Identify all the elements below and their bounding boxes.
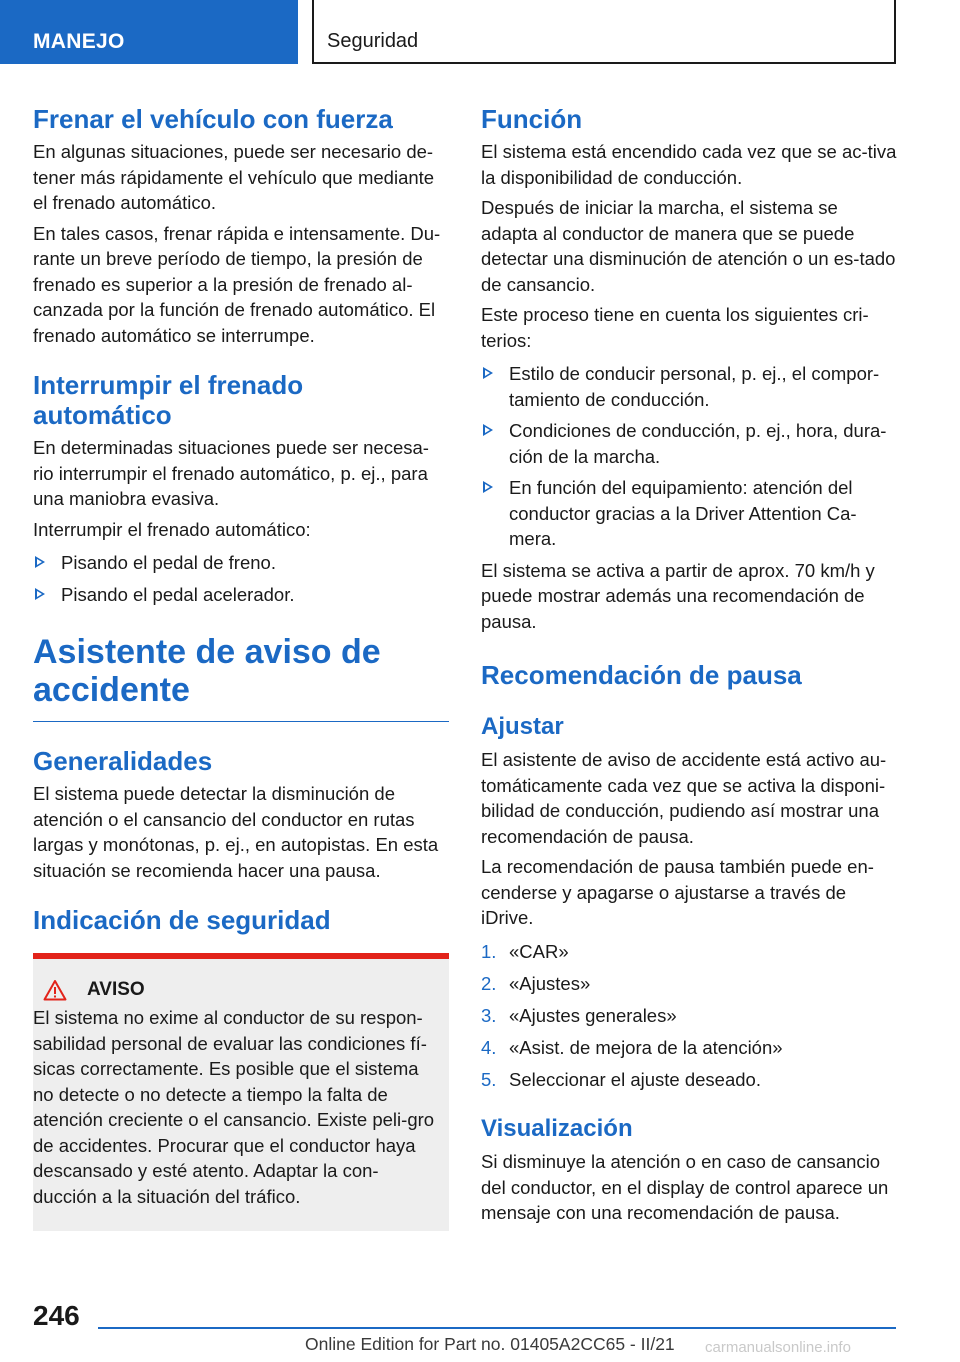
watermark: carmanualsonline.info [705,1339,851,1356]
bullet-list [33,550,449,607]
paragraph: Si disminuye la atención o en caso de cansancio del conductor, en el display de control aparece un mensaje con una recomendación de pausa. [481,1151,889,1223]
heading-indicacion: Indicación de seguridad [33,905,331,935]
page-number: 246 [33,1300,80,1331]
section-title: MANEJO [33,30,125,53]
list-item: 3. «Ajustes generales» [481,1004,677,1026]
heading-asistente: Asistente de aviso de accidente [33,633,381,709]
left-column [33,104,449,1231]
paragraph: El sistema se activa a partir de aprox. 70 km/h y puede mostrar además una recomendación de pausa. [481,559,875,632]
paragraph: Interrumpir el frenado automático: [33,518,311,540]
paragraph: La recomendación de pausa también puede en-cenderse y apagarse o ajustarse a través de iDrive. [481,856,874,928]
list-item: Pisando el pedal de freno. [33,550,449,576]
warning-title: AVISO [87,979,145,1000]
section-divider [33,721,449,722]
list-item: Condiciones de conducción, p. ej., hora, dura-ción de la marcha. [481,418,897,469]
paragraph: El asistente de aviso de accidente está activo au-tomáticamente cada vez que se activa la disponi-bilidad de conducción, pudiendo así mostrar una recomendación de pausa. [481,749,887,847]
chapter-header [312,0,896,64]
list-item: Pisando el pedal acelerador. [33,582,449,608]
heading-generalidades: Generalidades [33,746,213,776]
heading-interrumpir: Interrumpir el frenado automático [33,370,304,430]
right-column [481,104,897,1226]
chapter-title: Seguridad [327,30,419,52]
triangle-bullet-icon [483,367,493,379]
paragraph: Este proceso tiene en cuenta los siguientes cri-terios: [481,304,869,351]
heading-visualizacion: Visualización [481,1115,633,1142]
paragraph: En determinadas situaciones puede ser necesa-rio interrumpir el frenado automático, p. ej., para una maniobra evasiva. [33,437,429,509]
triangle-bullet-icon [35,588,45,600]
triangle-bullet-icon [483,481,493,493]
paragraph: En tales casos, frenar rápida e intensamente. Du-rante un breve período de tiempo, la presión de frenado es superior a la presión de frenado al-canzada por la función de frenado automático. El frenado automático se interrumpe. [33,222,441,346]
heading-recomendacion: Recomendación de pausa [481,660,802,690]
heading-frenar: Frenar el vehículo con fuerza [33,104,393,134]
list-item: 4. «Asist. de mejora de la atención» [481,1036,783,1058]
triangle-bullet-icon [35,556,45,568]
warning-box [33,953,449,1231]
footer-divider [98,1327,896,1329]
paragraph: El sistema está encendido cada vez que se ac-tiva la disponibilidad de conducción. [481,141,897,188]
section-tab [0,0,298,64]
list-item: 5. Seleccionar el ajuste deseado. [481,1068,761,1090]
list-item: En función del equipamiento: atención del conductor gracias a la Driver Attention Ca-mera. [481,475,897,552]
triangle-bullet-icon [483,424,493,436]
warning-triangle-icon [43,979,67,1001]
steps-list [481,939,897,1093]
list-item: Estilo de conducir personal, p. ej., el compor-tamiento de conducción. [481,361,897,412]
warning-header [43,979,437,1001]
heading-ajustar: Ajustar [481,713,564,740]
edition-text: Online Edition for Part no. 01405A2CC65 - II/21 [305,1334,675,1354]
warning-text: El sistema no exime al conductor de su respon-sabilidad personal de evaluar las condiciones fí-sicas correctamente. Es posible que el sistema no detecte o no detecte a tiempo la falta de atención creciente o el cansancio. Existe peli-gro de accidentes. Procurar que el conductor haya descansado y esté atento. Adaptar la con-ducción a la situación del tráfico. [33,1007,435,1207]
heading-funcion: Función [481,104,583,134]
paragraph: En algunas situaciones, puede ser necesario de-tener más rápidamente el vehículo que mediante el frenado automático. [33,141,435,213]
list-item: 2. «Ajustes» [481,972,591,994]
paragraph: El sistema puede detectar la disminución de atención o el cansancio del conductor en rutas largas y monótonas, p. ej., en autopistas. En esta situación se recomienda hacer una pausa. [33,783,439,881]
paragraph: Después de iniciar la marcha, el sistema se adapta al conductor de manera que se puede detectar una disminución de atención o un es-tado de cansancio. [481,197,896,295]
list-item: 1. «CAR» [481,940,569,962]
bullet-list [481,361,897,552]
